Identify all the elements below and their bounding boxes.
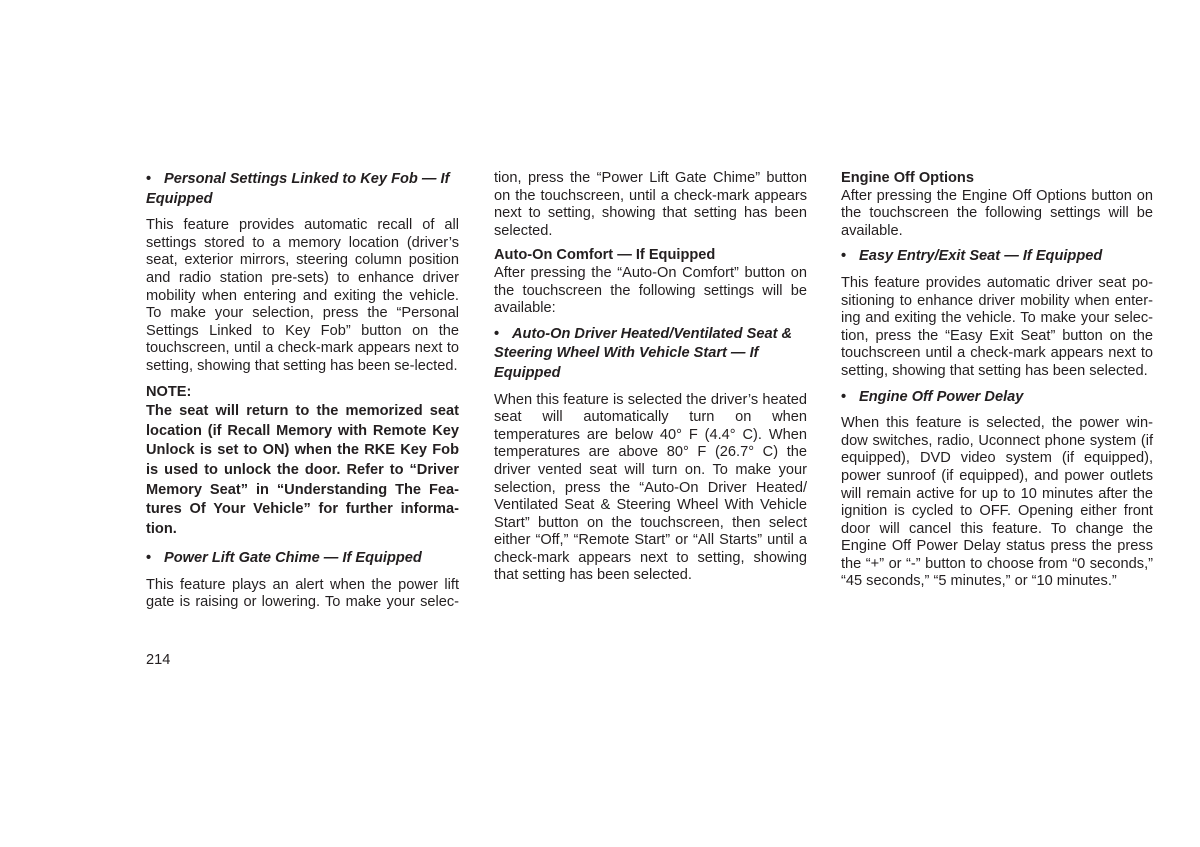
bullet-heading-auto-on-driver-seat xyxy=(494,325,807,384)
section-heading-auto-on-comfort: Auto-On Comfort — If Equipped xyxy=(494,247,716,264)
bullet-heading-personal-settings xyxy=(146,170,459,209)
bullet-heading-text: Easy Entry/Exit Seat — If Equipped xyxy=(859,248,1103,265)
column-right xyxy=(841,170,1153,598)
paragraph-easy-entry-exit: This feature provides automatic driver seat po-sitioning to enhance driver mobility when enter-ing and exiting the vehicle. To make your selec-tion, press the “Easy Exit Seat” button on the touchscreen until a check-mark appears next to setting, showing that setting has been selected. xyxy=(841,274,1153,379)
paragraph-personal-settings: This feature provides automatic recall of all settings stored to a memory location (driver’s seat, exterior mirrors, steering column position and radio station pre-sets) to enhance driver mobility when entering and exiting the vehicle. To make your selection, press the “Personal Settings Linked to Key Fob” button on the touchscreen, until a check-mark appears next to setting, showing that setting has been se-lected. xyxy=(146,217,459,374)
bullet-dot: • xyxy=(146,550,152,567)
section-heading-engine-off-options: Engine Off Options xyxy=(841,170,974,186)
column-middle xyxy=(494,170,807,592)
paragraph-engine-off-power-delay: When this feature is selected, the power win-dow switches, radio, Uconnect phone system (if equipped), DVD video system (if equipped), power sunroof (if equipped), and power outlets will remain active for up to 10 minutes after the ignition is cycled to OFF. Opening either front door will cancel this feature. To change the Engine Off Power Delay status press the press the “+” or “-” button to choose from “0 seconds,” “45 seconds,” “5 minutes,” or “10 minutes.” xyxy=(841,415,1153,590)
note-label: NOTE: xyxy=(146,383,192,400)
paragraph-engine-off-options: After pressing the Engine Off Options button on the touchscreen the following settings will be available. xyxy=(841,187,1153,239)
bullet-heading-text: Power Lift Gate Chime — If Equipped xyxy=(164,550,422,567)
paragraph-auto-on-driver-seat: When this feature is selected the driver’s heated seat will automatically turn on when temperatures are below 40° F (4.4° C). When temperatures are above 80° F (26.7° C) the driver vented seat will turn on. To make your selection, press the “Auto-On Driver Heated/ Ventilated Seat & Steering Wheel With Vehicle Start” button on the touchscreen, then select either “Off,” “Remote Start” or “All Starts” until a check-mark appears next to setting, showing that setting has been selected. xyxy=(494,391,807,584)
bullet-heading-easy-entry-exit xyxy=(841,247,1153,267)
bullet-heading-power-lift-gate xyxy=(146,549,459,569)
bullet-dot: • xyxy=(146,171,152,187)
paragraph-auto-on-comfort: After pressing the “Auto-On Comfort” button on the touchscreen the following settings will be available: xyxy=(494,264,807,317)
column-left xyxy=(146,170,459,619)
note-text: The seat will return to the memorized seat location (if Recall Memory with Remote Key Unlock is set to ON) when the RKE Key Fob is used to unlock the door. Refer to “Driver Memory Seat” in “Understanding The Fea-tures Of Your Vehicle” for further informa-tion. xyxy=(146,403,459,537)
paragraph-continued: tion, press the “Power Lift Gate Chime” button on the touchscreen, until a check-mark appears next to setting, showing that setting has been selected. xyxy=(494,170,807,239)
bullet-heading-text: Auto-On Driver Heated/Ventilated Seat & Steering Wheel With Vehicle Start — If Equipped xyxy=(494,325,793,381)
bullet-dot: • xyxy=(841,248,847,265)
bullet-dot: • xyxy=(841,388,847,405)
bullet-heading-text: Engine Off Power Delay xyxy=(859,388,1024,405)
page-number: 214 xyxy=(146,652,171,668)
bullet-heading-text: Personal Settings Linked to Key Fob — If Equipped xyxy=(146,171,450,207)
bullet-heading-engine-off-power-delay xyxy=(841,388,1153,408)
bullet-dot: • xyxy=(494,325,500,342)
paragraph-power-lift-gate: This feature plays an alert when the power lift gate is raising or lowering. To make your selec- xyxy=(146,576,459,611)
